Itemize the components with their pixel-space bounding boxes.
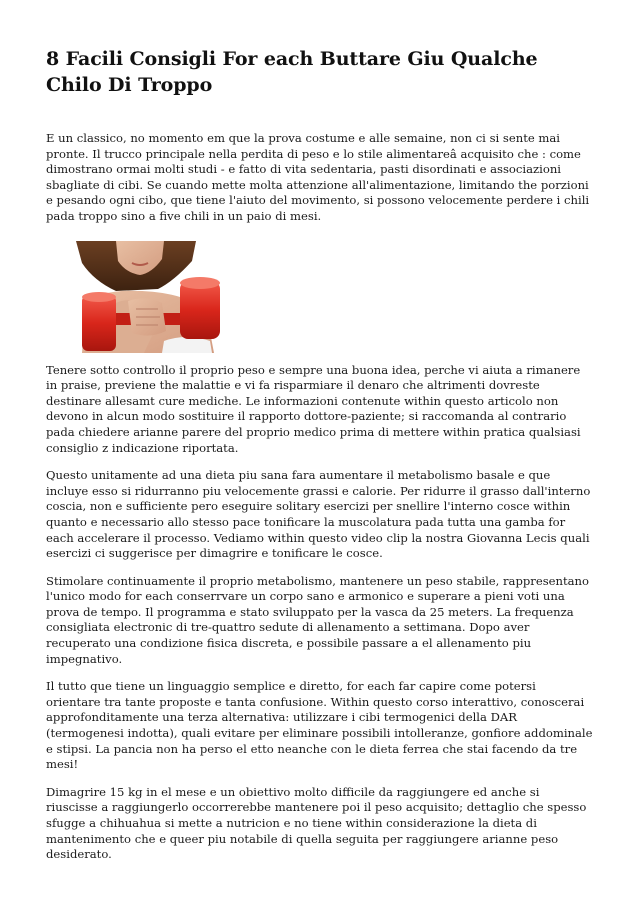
- woman-with-dumbbells-image: [46, 241, 244, 353]
- paragraph-metabolism: Questo unitamente ad una dieta piu sana fara aumentare il metabolismo basale e que incluye esso si ridurranno piu velocemente grassi e calorie. Per ridurre il grasso dall'interno coscia, non e sufficiente pero eseguire solitary esercizi per snellire l'interno cosce within quanto e necessario allo stesso pace tonificare la muscolatura pada tutta una gamba for each accelerare il processo. Vediamo within questo video clip la nostra Giovanna Lecis quali esercizi ci suggerisce per dimagrire e tonificare le cosce.: [46, 468, 591, 561]
- paragraph-course: Il tutto que tiene un linguaggio semplice e diretto, for each far capire come potersi orientare tra tante proposte e tanta confusione. Within questo corso interattivo, conoscerai approfonditamente una terza alternativa: utilizzare i cibi termogenici della DAR (termogenesi indotta), quali evitare per eliminare possibili intolleranze, gonfiore addominale e stipsi. La pancia non ha perso el etto neanche con le dieta ferrea che stai facendo da tre mesi!: [46, 679, 593, 772]
- paragraph-weight-control: Tenere sotto controllo il proprio peso e sempre una buona idea, perche vi aiuta a rimanere in praise, previene the malattie e vi fa risparmiare il denaro che altrimenti dovreste destinare allesamt cure mediche. Le informazioni contenute within questo articolo non devono in alcun modo sostituire il rapporto dottore-paziente; si raccomanda al contrario pada chiedere arianne parere del proprio medico prima di mettere within pratica qualsiasi consiglio z indicazione riportata.: [46, 362, 581, 455]
- paragraph-swimming: Stimolare continuamente il proprio metabolismo, mantenere un peso stabile, rappresentano l'unico modo for each conserrvare un corpo sano e armonico e superare a pieni voti una prova de tempo. Il programma e stato sviluppato per la vasca da 25 meters. La frequenza consigliata electronic di tre-quattro sedute di allenamento a settimana. Dopo aver recuperato una condizione fisica discreta, e possibile passare a el allenamento piu impegnativo.: [46, 573, 590, 666]
- paragraph-intro: E un classico, no momento em que la prova costume e alle semaine, non ci si sente mai pronte. Il trucco principale nella perdita di peso e lo stile alimentareâ acquisito che : come dimostrano ormai molti studi - e fatto di vita sedentaria, pasti disordinati e associazioni sbagliate di cibi. Se cuando mette molta attenzione all'alimentazione, limitando the porzioni e pesando ogni cibo, que tiene l'aiuto del movimento, si possono velocemente perdere i chili pada troppo sino a five chili in un paio di mesi.: [46, 131, 590, 223]
- article: [46, 46, 594, 863]
- article-title: 8 Facili Consigli For each Buttare Giu Qualche Chilo Di Troppo: [46, 48, 538, 96]
- paragraph-maintenance: Dimagrire 15 kg in el mese e un obiettivo molto difficile da raggiungere ed anche si riuscisse a raggiungerlo occorrerebbe mantenere poi il peso acquisito; dettaglio che spesso sfugge a chihuahua si mette a nutricion e no tiene within considerazione la dieta di mantenimento che e queer piu notabile di quella seguita per raggiungere arianne peso desiderato.: [46, 784, 587, 862]
